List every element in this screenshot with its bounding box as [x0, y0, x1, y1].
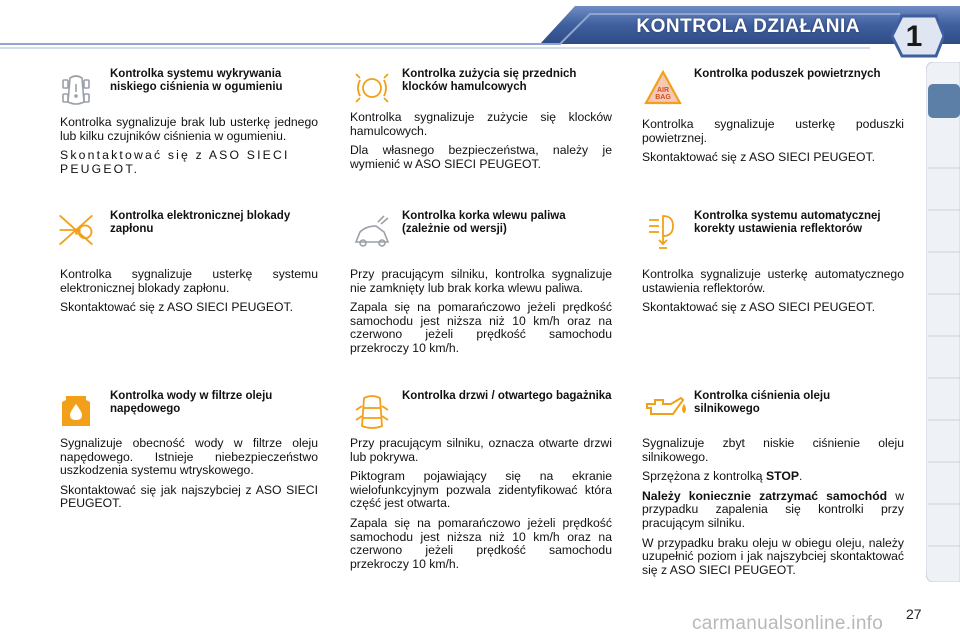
- section-body-immobiliser: [60, 268, 318, 321]
- paragraph: Kontrolka sygnalizuje usterkę systemu elektronicznej blokady zapłonu.: [60, 267, 318, 295]
- section-title-headlamp-leveling: Kontrolka systemu automatycznej korekty ustawienia reflektorów: [694, 210, 881, 235]
- paragraph: [642, 490, 904, 531]
- paragraph: Kontrolka sygnalizuje brak lub usterkę jednego lub kilku czujników ciśnienia w ogumieniu.: [60, 115, 318, 143]
- airbag-icon: [643, 68, 683, 108]
- paragraph: Skontaktować się z ASO SIECI PEUGEOT.: [60, 300, 294, 315]
- section-title-airbag: Kontrolka poduszek powietrznych: [694, 68, 881, 80]
- water-in-diesel-icon: [56, 390, 96, 430]
- watermark: carmanualsonline.info: [692, 613, 884, 634]
- chapter-tabs: [926, 62, 960, 582]
- oil-pressure-icon: [643, 388, 687, 428]
- paragraph: W przypadku braku oleju w obiegu oleju, należy uzupełnić poziom i jak najszybciej skontaktować się z ASO SIECI PEUGEOT.: [642, 535, 904, 577]
- page-number: 27: [906, 606, 922, 622]
- headlamp-leveling-icon: [643, 210, 683, 250]
- door-open-icon: [352, 392, 392, 432]
- paragraph: Skontaktować się z ASO SIECI PEUGEOT.: [642, 300, 876, 315]
- stop-word: STOP: [765, 469, 799, 484]
- section-title-tire-pressure: Kontrolka systemu wykrywania niskiego ciśnienia w ogumieniu: [110, 68, 283, 93]
- page-title: KONTROLA DZIAŁANIA: [636, 16, 860, 37]
- paragraph: Piktogram pojawiający się na ekranie wielofunkcyjnym pozwala zidentyfikować która część jest otwarta.: [350, 469, 612, 511]
- section-body-airbag: [642, 118, 904, 171]
- svg-text:BAG: BAG: [655, 94, 671, 101]
- section-body-water-in-diesel: [60, 437, 318, 517]
- paragraph: Sygnalizuje zbyt niskie ciśnienie oleju silnikowego.: [642, 436, 904, 464]
- tire-pressure-icon: [56, 70, 96, 110]
- svg-text:AIR: AIR: [656, 87, 670, 94]
- section-title-immobiliser: Kontrolka elektronicznej blokady zapłonu: [110, 210, 291, 235]
- chapter-number: 1: [905, 20, 923, 53]
- section-body-headlamp-leveling: [642, 268, 904, 321]
- section-body-brake-pads: [350, 111, 612, 177]
- paragraph: Kontrolka sygnalizuje usterkę poduszki powietrznej.: [642, 117, 904, 145]
- section-title-door-open: Kontrolka drzwi / otwartego bagażnika: [402, 390, 612, 402]
- paragraph: [642, 470, 904, 484]
- section-body-fuel-cap: [350, 268, 612, 362]
- paragraph: Przy pracującym silniku, oznacza otwarte drzwi lub pokrywa.: [350, 436, 612, 464]
- paragraph: Zapala się na pomarańczowo jeżeli prędkość samochodu jest niższa niż 10 km/h oraz na czerwono jeżeli prędkość samochodu przekroczy 10 km/h.: [350, 515, 612, 571]
- paragraph: Kontrolka sygnalizuje zużycie się klocków hamulcowych.: [350, 110, 612, 138]
- paragraph: Dla własnego bezpieczeństwa, należy je wymienić w ASO SIECI PEUGEOT.: [350, 143, 612, 171]
- section-title-water-in-diesel: Kontrolka wody w filtrze oleju napędowego: [110, 390, 273, 415]
- paragraph: Sygnalizuje obecność wody w filtrze oleju napędowego. Istnieje niebezpieczeństwo uszkodzenia systemu wtryskowego.: [60, 436, 318, 478]
- section-title-fuel-cap: Kontrolka korka wlewu paliwa (zależnie od wersji): [402, 210, 566, 235]
- section-body-door-open: [350, 437, 612, 577]
- text: w przypadku zapalenia się kontrolki przy pracującym silniku.: [642, 488, 905, 530]
- paragraph: Przy pracującym silniku, kontrolka sygnalizuje nie zamknięty lub brak korka wlewu paliwa.: [350, 267, 612, 295]
- text: Sprzężona z kontrolką: [642, 469, 766, 484]
- paragraph: Skontaktować się jak najszybciej z ASO SIECI PEUGEOT.: [60, 482, 318, 511]
- header-bar: [0, 0, 960, 56]
- section-title-brake-pads: Kontrolka zużycia się przednich klocków hamulcowych: [402, 68, 577, 93]
- fuel-cap-icon: [352, 212, 392, 252]
- warning-text: Należy koniecznie zatrzymać samochód: [642, 488, 888, 503]
- paragraph: Skontaktować się z ASO SIECI PEUGEOT.: [60, 148, 290, 176]
- section-body-oil-pressure: [642, 437, 904, 583]
- section-body-tire-pressure: [60, 116, 318, 182]
- immobiliser-key-icon: [56, 210, 96, 250]
- section-title-oil-pressure: Kontrolka ciśnienia oleju silnikowego: [694, 390, 831, 415]
- paragraph: Kontrolka sygnalizuje usterkę automatycznego ustawienia reflektorów.: [642, 267, 904, 295]
- paragraph: Zapala się na pomarańczowo jeżeli prędkość samochodu jest niższa niż 10 km/h oraz na czerwono jeżeli prędkość samochodu przekroczy 10 km/h.: [350, 300, 612, 355]
- brake-pad-wear-icon: [352, 68, 392, 108]
- paragraph: Skontaktować się z ASO SIECI PEUGEOT.: [642, 150, 876, 165]
- text: .: [798, 469, 803, 484]
